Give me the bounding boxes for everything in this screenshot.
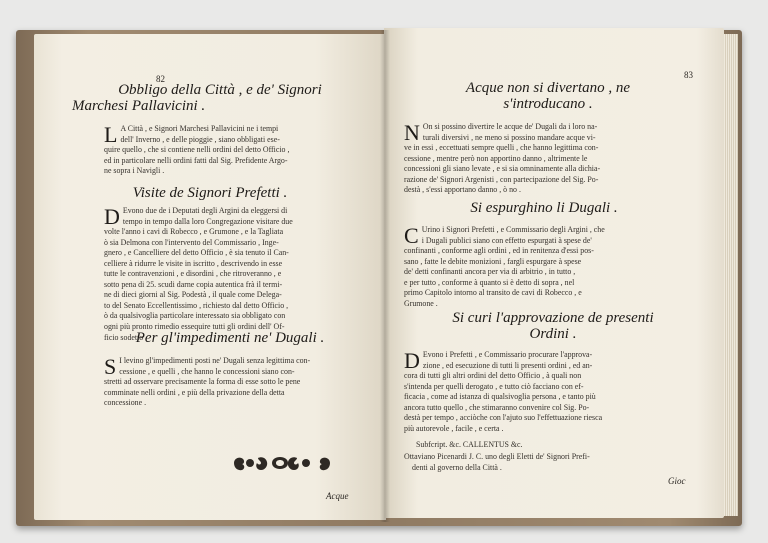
left-p1-line: ed in particolare nelli ordini fatti dal Sig. Prefidente Argo- — [104, 155, 288, 165]
right-p3-line: destà per tempo , acciòche con l'ajuto suo l'effettuazione riesca — [404, 413, 603, 423]
right-signature-line: Ottaviano Picenardi J. C. uno degli Eletti de' Signori Prefi- — [404, 452, 590, 461]
left-page — [34, 34, 386, 520]
right-p1-line: cessione , mentre però non apportino danno , altrimente le — [404, 153, 588, 163]
right-h3-line-2: Ordini . — [529, 326, 577, 342]
left-p2-line: Evono due de i Deputati degli Argini da eleggersi di — [122, 206, 288, 215]
right-p1-line: On si possino divertire le acque de' Dugali da i loro na- — [422, 122, 598, 131]
right-p3-line: s'intenda per quelli derogato , e tutto ciò facciano con ef- — [404, 381, 584, 391]
right-page — [384, 28, 724, 518]
right-p3-line: cora di tutti gli altri ordini del detto Officio , à quali non — [404, 371, 582, 381]
left-p2-line: ò sia Delmona con l'intervento del Commissario , Inge- — [104, 237, 279, 247]
left-p2-line: sotto pena di 25. scudi darne copia autentica frà il termi- — [104, 279, 283, 289]
right-p2-line: primo Capitolo intorno al transito de cavi di Robecco , e — [404, 288, 582, 298]
left-p3-line: stretti ad osservare precisamente la forma di esse sotto le pene — [104, 377, 301, 387]
left-p1-line: quire quello , che si contiene nelli ordini del detto Officio , — [104, 145, 290, 155]
right-p1-drop-cap: N — [404, 120, 420, 145]
right-p3-line: ancora tutto quello , che stimaranno convenire col Sig. Po- — [404, 402, 590, 412]
left-catchword: Acque — [326, 491, 349, 501]
left-p1-line: ne sopra i Navigli . — [104, 166, 165, 176]
right-p1-line: ve in essi , eccettuati sempre quelli , che hanno legittima con- — [404, 143, 599, 153]
right-p2-line: e per tutto , conforme à quanto si è detto di sopra , nel — [404, 277, 575, 287]
left-p3-line: cessione , e quelli , che hanno le concessioni siano con- — [119, 366, 295, 376]
right-title-line-2: s'introducano . — [503, 96, 593, 112]
left-p1-drop-cap: L — [104, 122, 118, 147]
book-gutter — [380, 30, 390, 522]
right-catchword: Gioc — [668, 476, 686, 486]
left-p1-line: A Città , e Signori Marchesi Pallavicini ne i tempi — [120, 124, 279, 133]
right-p3-line: ficacia , come ad istanza di qualsivoglia persona , e tanto più — [404, 392, 596, 402]
left-page-title — [70, 82, 370, 114]
left-p2-line: gnero , e Cancelliere del detto Officio , è sia tenuto il Can- — [104, 248, 289, 258]
left-paragraph-2 — [104, 204, 293, 343]
right-p3-drop-cap: D — [404, 348, 420, 373]
left-p2-line: celliere à ridurre le visite in iscritto , descrivendo in esse — [104, 258, 283, 268]
right-h3-line-1: Si curi l'approvazione de presenti — [452, 310, 654, 326]
right-p2-line: Grumone . — [404, 298, 438, 308]
left-p2-line: volte l'anno i cavi di Robecco , e Grumone , e la Tagliata — [104, 227, 284, 237]
right-paragraph-2 — [404, 223, 605, 309]
right-title-line-1: Acque non si divertano , ne — [465, 80, 631, 96]
left-paragraph-3 — [104, 354, 311, 409]
right-subscript: Subfcript. &c. CALLENTUS &c. — [416, 440, 523, 449]
page-edges — [724, 34, 738, 516]
printer-ornament-icon — [230, 454, 334, 472]
left-heading-impedimenti: Per gl'impedimenti ne' Dugali . — [135, 330, 325, 346]
right-heading-approvazione — [398, 310, 708, 342]
right-heading-espurghino: Si espurghino li Dugali . — [470, 200, 618, 216]
right-p2-line: i Dugali publici siano con effetto espurgati à spese de' — [421, 235, 592, 245]
right-signature-line: denti al governo della Città . — [412, 462, 502, 472]
left-p2-line: ogni più pronto rimedio essequire tutti gli ordini dell' Of- — [104, 322, 285, 332]
right-p3-line: Evono i Prefetti , e Commissario procurare l'approva- — [422, 350, 593, 359]
right-p3-line: zione , ed esecuzione di tutti li presenti ordini , ed an- — [422, 360, 593, 370]
left-p3-line: comminate nelli ordini , e più della privazione della detta — [104, 387, 285, 397]
left-title-line-2: Marchesi Pallavicini . — [72, 98, 206, 114]
right-p1-line: razione de' Signori Argenisti , con partecipazione del Sig. Po- — [404, 174, 599, 184]
left-p2-drop-cap: D — [104, 204, 120, 229]
right-p2-line: Urino i Signori Prefetti , e Commissario degli Argini , che — [421, 225, 605, 234]
right-p1-line: destà , s'essi apportano danno , ò no . — [404, 185, 521, 195]
left-p3-drop-cap: S — [104, 354, 117, 379]
left-title-line-1: Obbligo della Città , e de' Signori — [118, 82, 322, 98]
left-paragraph-1 — [104, 124, 289, 177]
left-p2-line: ò da qualsivoglia particolare interessato sia obbligato con — [104, 311, 286, 321]
left-p3-line: I levino gl'impedimenti posti ne' Dugali senza legittima con- — [119, 356, 311, 365]
right-p2-line: sano , fatte le debite monizioni , fargli espurgare à spese — [404, 256, 582, 266]
right-paragraph-1 — [404, 122, 600, 196]
right-p2-line: de' detti confinanti ancora per via di arbitrio , in tutto , — [404, 267, 576, 277]
left-p2-line: tempo in tempo dalla loro Congregazione visitare due — [122, 216, 293, 226]
left-p1-line: dell' Inverno , e delle pioggie , siano obbligati ese- — [120, 134, 280, 144]
right-p1-line: turali diversivi , ne meno si possino mandare acque vi- — [422, 132, 596, 142]
right-signature-block — [404, 452, 590, 473]
right-p1-line: concessioni gli siano levate , e si sia omninamente alla dichia- — [404, 164, 601, 174]
left-p2-line: tutte le contravenzioni , e disordini , che ritroveranno , e — [104, 269, 282, 279]
right-p2-line: confinanti , conforme agli ordini , ed in renitenza d'essi pos- — [404, 246, 594, 256]
right-paragraph-3 — [404, 350, 602, 434]
left-p3-line: concessione . — [104, 398, 147, 408]
left-p2-line: ficio sodetto . — [104, 332, 148, 342]
right-page-title — [398, 80, 698, 112]
right-page-number: 83 — [684, 70, 693, 80]
right-p3-line: più autorevole , facile , e certa . — [404, 423, 504, 433]
left-p2-line: ne di dieci giorni al Sig. Podestà , il quale come Delega- — [104, 290, 282, 300]
left-p2-line: to del Senato Eccellentissimo , richiesto dal detto Officio , — [104, 300, 289, 310]
left-heading-visite: Visite de Signori Prefetti . — [132, 185, 288, 201]
right-p2-drop-cap: C — [404, 223, 419, 248]
left-page-number: 82 — [156, 74, 165, 84]
